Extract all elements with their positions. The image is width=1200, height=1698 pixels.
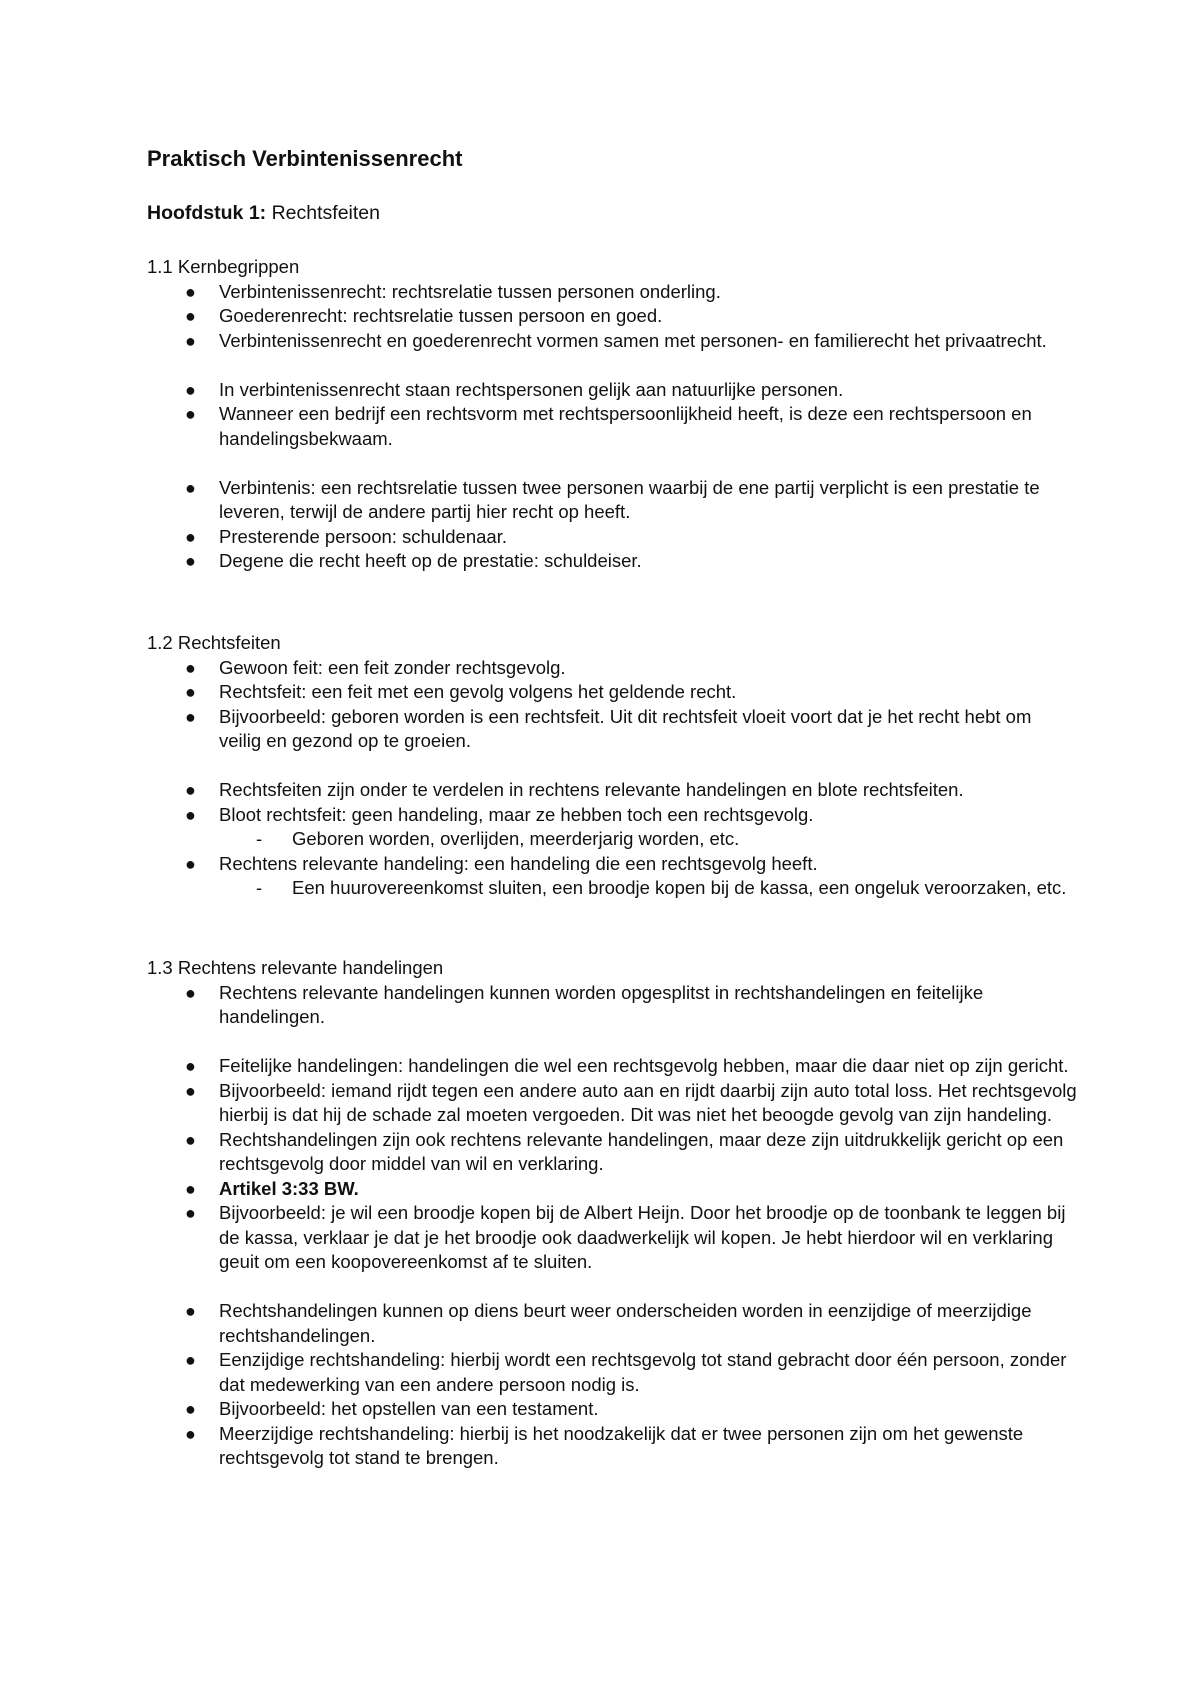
list-item: ● In verbintenissenrecht staan rechtspersonen gelijk aan natuurlijke personen. [147, 378, 1077, 403]
dash-icon: - [256, 877, 263, 898]
bullet-icon: ● [185, 1129, 196, 1150]
list-item: ● Rechtshandelingen zijn ook rechtens relevante handelingen, maar deze zijn uitdrukkelijk gericht op een rechtsgevolg door middel van wil en verklaring. [185, 1128, 1064, 1174]
list-item: ● Bijvoorbeeld: je wil een broodje kopen bij de Albert Heijn. Door het broodje op de toonbank te leggen bij de kassa, verklaar je dat je het broodje ook daadwerkelijk wil kopen. Je hebt hierdoor wil en verklaring geuit om een koopovereenkomst af te sluiten. [185, 1202, 1066, 1272]
list-item: ● Rechtsfeit: een feit met een gevolg volgens het geldende recht. [147, 680, 1077, 705]
list-item: ● Bijvoorbeeld: het opstellen van een testament. [147, 1397, 1077, 1422]
list-item: ● Gewoon feit: een feit zonder rechtsgevolg. [147, 656, 1077, 681]
bullet-icon: ● [185, 1350, 196, 1370]
sub-list-item: - Een huurovereenkomst sluiten, een broodje kopen bij de kassa, een ongeluk veroorzaken, etc. [219, 876, 1077, 901]
bullet-icon: ● [185, 657, 196, 678]
list-item: ● Rechtens relevante handelingen kunnen worden opgesplitst in rechtshandelingen en feitelijke handelingen. [185, 981, 984, 1027]
section-heading: 1.3 Rechtens relevante handelingen [147, 957, 444, 978]
list-item: ● Wanneer een bedrijf een rechtsvorm met rechtspersoonlijkheid heeft, is deze een rechtspersoon en handelingsbekwaam. [185, 403, 1032, 449]
section-heading: 1.2 Rechtsfeiten [147, 632, 281, 653]
bullet-icon: ● [185, 1203, 196, 1223]
bullet-icon: ● [185, 853, 196, 874]
bullet-icon: ● [185, 306, 196, 326]
list-item: ● Rechtens relevante handeling: een handeling die een rechtsgevolg heeft. - Een huurovereenkomst sluiten, een broodje kopen bij de kassa, een ongeluk veroorzaken, etc. [147, 852, 1077, 901]
bullet-icon: ● [185, 526, 196, 547]
list-item: ● Goederenrecht: rechtsrelatie tussen persoon en goed. [147, 304, 1077, 329]
section-heading: 1.1 Kernbegrippen [147, 256, 300, 277]
list-item: ● Degene die recht heeft op de prestatie: schuldeiser. [147, 549, 1077, 574]
chapter-label: Hoofdstuk 1: [147, 202, 267, 224]
bullet-icon: ● [185, 330, 196, 351]
bullet-icon: ● [185, 780, 196, 800]
section-kernbegrippen [147, 255, 1077, 574]
list-item: ● Bloot rechtsfeit: geen handeling, maar ze hebben toch een rechtsgevolg. - Geboren worden, overlijden, meerderjarig worden, etc. [147, 803, 1077, 852]
list-item: ● Presterende persoon: schuldenaar. [147, 525, 1077, 550]
list-item: ● Verbintenis: een rechtsrelatie tussen twee personen waarbij de ene partij verplicht is een prestatie te leveren, terwijl de andere partij hier recht op heeft. [185, 476, 1040, 522]
list-item: ● Bijvoorbeeld: geboren worden is een rechtsfeit. Uit dit rechtsfeit vloeit voort dat je het recht hebt om veilig en gezond op te groeien. [185, 705, 1032, 751]
chapter-heading [147, 200, 380, 226]
bullet-icon: ● [185, 706, 196, 727]
bullet-icon: ● [185, 379, 196, 400]
list-item: ● Meerzijdige rechtshandeling: hierbij is het noodzakelijk dat er twee personen zijn om het gewenste rechtsgevolg tot stand te brengen. [185, 1422, 1024, 1468]
bullet-list [147, 981, 1077, 1471]
section-rechtens-relevante-handelingen [147, 956, 1077, 1471]
bullet-icon: ● [185, 1301, 196, 1321]
dash-icon: - [256, 828, 263, 849]
document-title: Praktisch Verbintenissenrecht [147, 146, 463, 171]
bullet-icon: ● [185, 404, 196, 424]
list-item: ● Rechtsfeiten zijn onder te verdelen in rechtens relevante handelingen en blote rechtsfeiten. [147, 778, 1077, 803]
bullet-icon: ● [185, 281, 196, 302]
sub-list-item: - Geboren worden, overlijden, meerderjarig worden, etc. [219, 827, 1077, 852]
bullet-icon: ● [185, 1178, 196, 1199]
section-rechtsfeiten [147, 631, 1077, 901]
bullet-icon: ● [185, 1080, 196, 1101]
bullet-icon: ● [185, 1056, 196, 1076]
bullet-icon: ● [185, 551, 196, 571]
bullet-icon: ● [185, 1399, 196, 1419]
bullet-list [147, 280, 1077, 574]
sub-list [219, 827, 1077, 852]
list-item: ● Verbintenissenrecht en goederenrecht vormen samen met personen- en familierecht het privaatrecht. [147, 329, 1077, 354]
list-item: ● Feitelijke handelingen: handelingen die wel een rechtsgevolg hebben, maar die daar niet op zijn gericht. [147, 1054, 1077, 1079]
list-item: ● Rechtshandelingen kunnen op diens beurt weer onderscheiden worden in eenzijdige of meerzijdige rechtshandelingen. [185, 1300, 1032, 1346]
list-item: ● Bijvoorbeeld: iemand rijdt tegen een andere auto aan en rijdt daarbij zijn auto total loss. Het rechtsgevolg hierbij is dat hij de schade zal moeten vergoeden. Dit was niet het beoogde gevolg van zijn handeling. [185, 1079, 1077, 1125]
bullet-icon: ● [185, 982, 196, 1003]
bullet-icon: ● [185, 682, 196, 702]
bullet-icon: ● [185, 477, 196, 498]
sub-list [219, 876, 1077, 901]
bullet-list [147, 656, 1077, 901]
chapter-name: Rechtsfeiten [271, 202, 380, 224]
list-item [147, 1177, 1077, 1202]
list-item: ● Verbintenissenrecht: rechtsrelatie tussen personen onderling. [147, 280, 1077, 305]
article-reference: Artikel 3:33 BW. [219, 1177, 359, 1199]
bullet-icon: ● [185, 1423, 196, 1444]
bullet-icon: ● [185, 804, 196, 825]
list-item: ● Eenzijdige rechtshandeling: hierbij wordt een rechtsgevolg tot stand gebracht door één persoon, zonder dat medewerking van een andere persoon nodig is. [185, 1349, 1067, 1395]
